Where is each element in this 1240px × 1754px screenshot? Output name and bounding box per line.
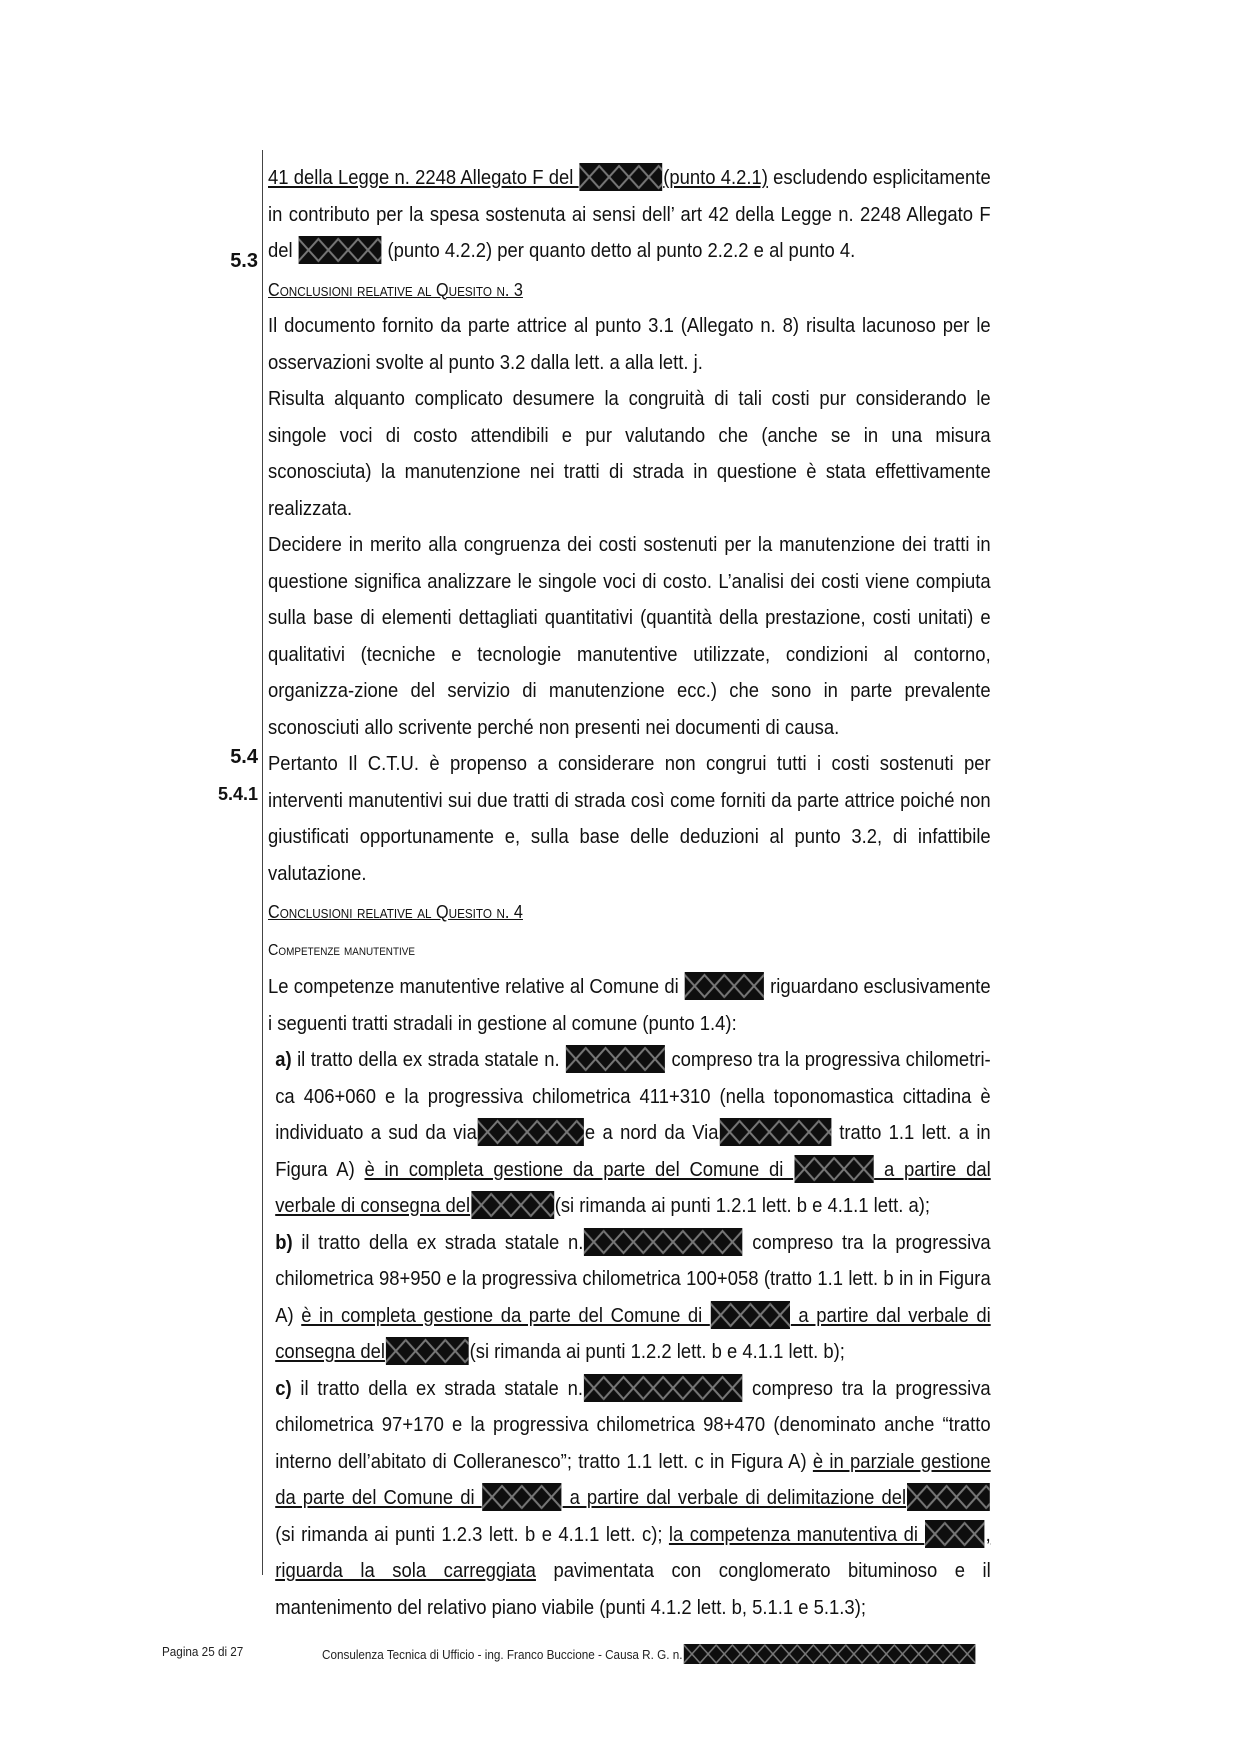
heading-5-3 <box>268 272 991 309</box>
footer-page-number: Pagina 25 di 27 <box>162 1644 244 1659</box>
item-b-t1: il tratto della ex strada statale n. <box>292 1230 584 1254</box>
item-c <box>268 1371 991 1627</box>
redaction-block <box>711 1301 790 1329</box>
redaction-block <box>685 972 764 1000</box>
item-b-u1: è in completa gestione da parte del Comune di <box>301 1303 710 1327</box>
item-c-u4: , riguarda la sola carreggiata <box>275 1522 991 1582</box>
item-b-t2: compreso tra la progressiva chilometrica 98+950 e la progressiva chilometrica 100+058 (tratto 1.1 lett. b in in Figura A) <box>275 1230 991 1327</box>
item-a-u1: è in completa gestione da parte del Comune di <box>364 1157 794 1181</box>
item-c-u1: è in parziale gestione da parte del Comune di <box>275 1449 991 1509</box>
intro-paragraph <box>268 160 991 270</box>
margin-rule <box>262 150 263 1575</box>
section-number-5-4: 5.4 <box>230 746 258 768</box>
redaction-block <box>478 1118 584 1146</box>
redaction-block <box>482 1483 561 1511</box>
item-c-u2: a partire dal verbale di delimitazione del <box>562 1486 907 1509</box>
intro-ref: (punto 4.2.1) <box>663 166 768 189</box>
redaction-block <box>471 1191 554 1219</box>
body-text <box>268 160 991 1626</box>
section-number-5-3: 5.3 <box>230 250 258 272</box>
item-a-t3: e a nord da Via <box>584 1121 719 1144</box>
heading-5-4 <box>268 894 991 931</box>
s541-paragraph-1 <box>268 969 991 1042</box>
redaction-block <box>580 163 663 191</box>
redaction-block <box>683 1644 975 1664</box>
s53-paragraph-4: Pertanto Il C.T.U. è propenso a considerare non congrui tutti i costi sostenuti per interventi manutentivi sui due tratti di strada così come forniti da parte attrice poiché non giustificati opportunamente e, sulla base delle deduzioni al punto 3.2, di infattibile valutazione. <box>268 752 991 885</box>
item-a <box>268 1042 991 1225</box>
heading-5-3-text: Conclusioni relative al Quesito n. 3 <box>268 279 523 300</box>
item-a-t4: tratto 1.1 lett. a in Figura A) <box>275 1121 991 1181</box>
redaction-block <box>566 1045 665 1073</box>
redaction-block <box>925 1520 984 1548</box>
redaction-block <box>584 1228 742 1256</box>
item-c-t3: (si rimanda ai punti 1.2.3 lett. b e 4.1.1 lett. c); <box>275 1522 669 1546</box>
intro-text-1: 41 della Legge n. 2248 Allegato F del <box>268 166 579 189</box>
item-b-label: b) <box>275 1230 293 1254</box>
heading-5-4-text: Conclusioni relative al Quesito n. 4 <box>268 902 523 922</box>
heading-5-4-1-text: Competenze manutentive <box>268 941 415 959</box>
item-a-u2: a partire dal verbale di consegna del <box>275 1157 991 1217</box>
item-a-t2: compreso tra la progressiva chilometri-ca 406+060 e la progressiva chilometrica 411+310 (nella toponomastica cittadina è individuato a sud da via <box>275 1048 991 1144</box>
redaction-block <box>584 1374 742 1402</box>
footer-title-text: Consulenza Tecnica di Ufficio - ing. Franco Buccione - Causa R. G. n. <box>322 1647 683 1662</box>
item-a-label: a) <box>275 1048 292 1071</box>
item-c-t2: compreso tra la progressiva chilometrica 97+170 e la progressiva chilometrica 98+470 (denominato anche “tratto interno dell’abitato di Colleranesco”; tratto 1.1 lett. c in Figura A) <box>275 1376 991 1473</box>
s541-text-2: riguardano esclusivamente i seguenti tratti stradali in gestione al comune (punto 1.4): <box>268 975 991 1035</box>
intro-text-2: escludendo esplicitamente in contributo per la spesa sostenuta ai sensi dell’ art 42 della Legge n. 2248 Allegato F del <box>268 166 991 262</box>
item-b-t3: (si rimanda ai punti 1.2.2 lett. b e 4.1.1 lett. b); <box>469 1340 845 1363</box>
item-c-u3: la competenza manutentiva di <box>668 1522 925 1546</box>
s541-text-1: Le competenze manutentive relative al Comune di <box>268 975 684 998</box>
item-a-t5: (si rimanda ai punti 1.2.1 lett. b e 4.1.1 lett. a); <box>554 1194 931 1217</box>
item-b <box>268 1225 991 1371</box>
item-c-t1: il tratto della ex strada statale n. <box>291 1376 583 1400</box>
s53-paragraph-2: Risulta alquanto complicato desumere la congruità di tali costi pur considerando le singole voci di costo attendibili e pur valutando che (anche se in una misura sconosciuta) la manutenzione nei tratti di strada in questione è stata effettivamente realizzata. <box>268 387 991 520</box>
redaction-block <box>794 1155 873 1183</box>
heading-5-4-1 <box>268 933 991 970</box>
section-number-5-4-1: 5.4.1 <box>217 784 258 804</box>
redaction-block <box>386 1337 469 1365</box>
redaction-block <box>907 1483 990 1511</box>
intro-text-3: (punto 4.2.2) per quanto detto al punto 2.2.2 e al punto 4. <box>382 239 856 262</box>
s53-paragraph-1: Il documento fornito da parte attrice al punto 3.1 (Allegato n. 8) risulta lacunoso per le osservazioni svolte al punto 3.2 dalla lett. a alla lett. j. <box>268 314 991 374</box>
item-b-u2: a partire dal verbale di consegna del <box>275 1303 991 1363</box>
s53-paragraph-3: Decidere in merito alla congruenza dei costi sostenuti per la manutenzione dei tratti in questione significa analizzare le singole voci di costo. L’analisi dei costi viene compiuta sulla base di elementi dettagliati quantitativi (quantità della prestazione, costi unitati) e qualitativi (tecniche e tecnologie manutentive utilizzate, condizioni al contorno, organizza-zione del servizio di manutenzione ecc.) che sono in parte prevalente sconosciuti allo scrivente perché non presenti nei documenti di causa. <box>268 533 991 739</box>
item-c-label: c) <box>275 1376 292 1400</box>
item-a-t1: il tratto della ex strada statale n. <box>291 1048 566 1071</box>
item-c-t4: pavimentata con conglomerato bituminoso e il mantenimento del relativo piano viabile (punti 4.1.2 lett. b, 5.1.1 e 5.1.3); <box>275 1559 991 1619</box>
redaction-block <box>719 1118 831 1146</box>
footer-title <box>322 1644 976 1664</box>
redaction-block <box>299 236 382 264</box>
